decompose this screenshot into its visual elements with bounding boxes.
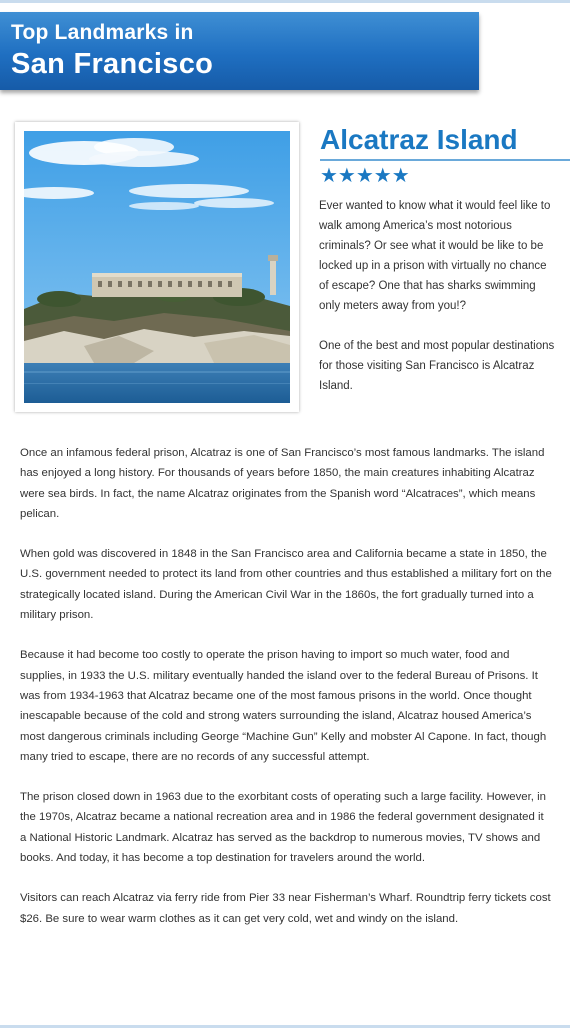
body-paragraph: Visitors can reach Alcatraz via ferry ride from Pier 33 near Fisherman’s Wharf. Roundtrip ferry tickets cost $26. Be sure to wear warm clothes as it can get very cold, wet and windy on the island. <box>20 892 551 925</box>
body-paragraph: When gold was discovered in 1848 in the San Francisco area and California became a state in 1850, the U.S. government needed to protect its land from other countries and thus established a military fort on the strategically located island. During the American Civil War in the 1860s, the fort gradually turned into a military prison. <box>20 548 552 622</box>
title-underline <box>320 159 570 161</box>
body-paragraph: Because it had become too costly to operate the prison having to import so much water, food and supplies, in 1933 the U.S. military eventually handed the island over to the federal Bureau of Prisons. It was from 1934-1963 that Alcatraz became one of the most famous prisons in the world. Once thought inescapable because of the cold and strong waters surrounding the island, Alcatraz housed America’s most dangerous criminals including George “Machine Gun” Kelly and mobster Al Capone. In fact, though many tried to escape, there are no records of any successful attempt. <box>20 649 547 763</box>
article-body <box>20 443 552 949</box>
landmark-title: Alcatraz Island <box>320 124 518 155</box>
intro-paragraph: One of the best and most popular destinations for those visiting San Francisco is Alcatraz Island. <box>319 340 555 392</box>
intro-text <box>319 196 555 416</box>
top-divider <box>0 0 570 3</box>
body-paragraph: The prison closed down in 1963 due to the exorbitant costs of operating such a large facility. However, in the 1970s, Alcatraz became a national recreation area and in 1986 the federal government designated it a National Historic Landmark. Alcatraz has served as the backdrop to numerous movies, TV shows and books. And today, it has become a top destination for travelers around the world. <box>20 791 546 865</box>
landmark-photo <box>15 122 299 412</box>
intro-paragraph: Ever wanted to know what it would feel like to walk among America’s most notorious criminals? Or see what it would be like to be locked up in a prison with virtually no chance of escape? One that has sharks swimming only meters away from you!? <box>319 200 551 312</box>
banner-title-line1: Top Landmarks in <box>11 21 194 44</box>
header-banner <box>0 12 479 90</box>
banner-title-line2: San Francisco <box>11 48 214 80</box>
body-paragraph: Once an infamous federal prison, Alcatraz is one of San Francisco’s most famous landmarks. The island has enjoyed a long history. For thousands of years before 1850, the main creatures inhabiting Alcatraz were sea birds. In fact, the name Alcatraz originates from the Spanish word “Alcatraces”, which means pelican. <box>20 447 545 520</box>
alcatraz-photo-illustration <box>24 131 290 403</box>
star-rating: ★★★★★ <box>320 165 410 187</box>
